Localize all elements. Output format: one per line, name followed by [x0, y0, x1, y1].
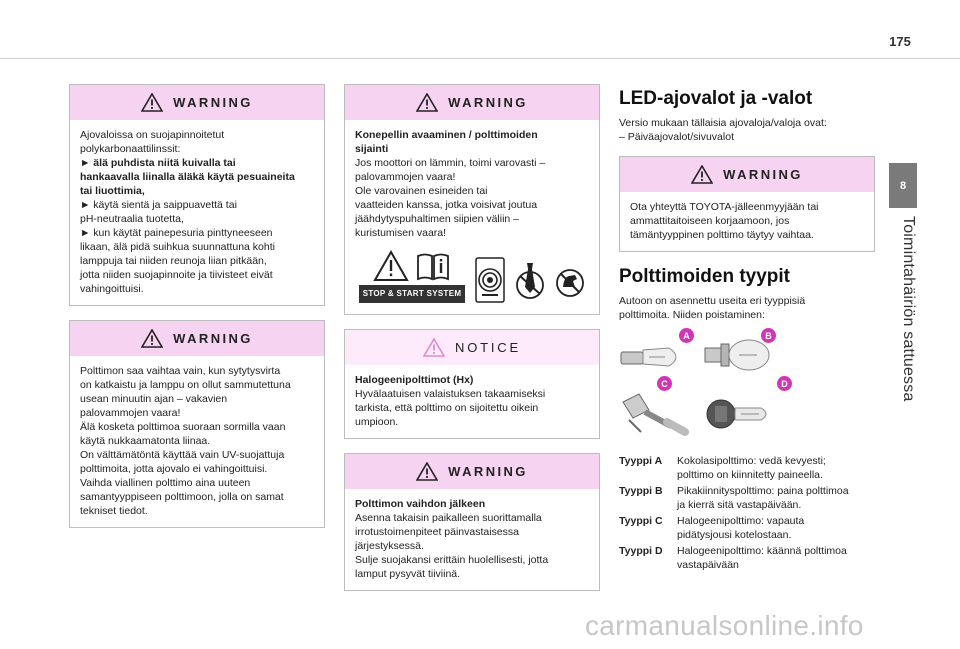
column-3 [619, 88, 875, 574]
subheading: Polttimon vaihdon jälkeen [355, 498, 486, 510]
warning-box-hood [344, 84, 600, 315]
led-section-title: LED-ajovalot ja -valot [619, 88, 813, 109]
text-line: ► käytä sientä ja saippuavettä tai [80, 199, 237, 211]
warning-header [620, 157, 874, 192]
hand-prohibited-icon [555, 257, 585, 303]
text-line: likaan, älä pidä suihkua suunnattuna kohti [80, 241, 275, 253]
text-line: pH-neutraalia tuotetta, [80, 213, 184, 225]
badge-a: A [679, 328, 694, 343]
warning-box-led [619, 156, 875, 252]
text-line: Versio mukaan tällaisia ajovaloja/valoja ovat: [619, 117, 827, 129]
warning-title: WARNING [173, 95, 253, 110]
warning-body [70, 120, 324, 305]
subheading: Halogeenipolttimot (Hx) [355, 374, 474, 386]
warning-header [345, 85, 599, 120]
bulb-type-key: Tyyppi D [619, 545, 663, 557]
text-line: Ole varovainen esineiden tai [355, 185, 488, 197]
text-line: On välttämätöntä käyttää vain UV-suojattuja [80, 449, 285, 461]
text-line: Ota yhteyttä TOYOTA-jälleenmyyjään tai [630, 201, 819, 213]
text-line: lamput pysyvät tiiviinä. [355, 568, 461, 580]
warning-title: WARNING [448, 95, 528, 110]
text-line: hankaavalla liinalla äläkä käytä pesuaineita [80, 171, 295, 183]
bulb-type-row [619, 514, 875, 542]
chapter-tab[interactable]: 8 [889, 163, 917, 208]
bulb-type-key: Tyyppi C [619, 515, 663, 527]
warning-body [345, 120, 599, 314]
text-line: irrotustoimenpiteet päinvastaisessa [355, 526, 520, 538]
text-line: polykarbonaattilinssit: [80, 143, 181, 155]
warning-header [70, 85, 324, 120]
bulb-type-description: Halogeenipolttimo: käännä polttimoa vastapäivään [677, 545, 847, 571]
warning-title: WARNING [173, 331, 253, 346]
text-line: Asenna takaisin paikalleen suorittamalla [355, 512, 542, 524]
text-line: lamppuja tai niiden reunoja liian pitkään, [80, 255, 267, 267]
bulb-type-description: Kokolasipolttimo: vedä kevyesti; polttimo on kiinnitetty paineella. [677, 455, 826, 481]
bulb-b-illustration [703, 336, 773, 374]
text-line: Autoon on asennettu useita eri tyyppisiä [619, 295, 806, 307]
text-line: Jos moottori on lämmin, toimi varovasti – [355, 157, 546, 169]
column-2 [344, 84, 600, 605]
warning-triangle-icon [141, 93, 163, 112]
text-line: umpioon. [355, 416, 399, 428]
text-line: tämäntyyppinen polttimo täytyy vaihtaa. [630, 229, 814, 241]
page-number: 175 [889, 34, 911, 49]
text-line: Vaihda viallinen polttimo aina uuteen [80, 477, 251, 489]
text-line: Sulje suojakansi erittäin huolellisesti, jotta [355, 554, 549, 566]
text-line: ammattitaitoiseen korjaamoon, jos [630, 215, 790, 227]
text-line: tarkista, että polttimo on sijoitettu oikein [355, 402, 539, 414]
chapter-title: Toimintahäiriön sattuessa [900, 216, 917, 402]
badge-b: B [761, 328, 776, 343]
warning-header [70, 321, 324, 356]
text-line: kuristumisen vaara! [355, 227, 447, 239]
bulb-types-intro [619, 294, 875, 322]
text-line: palovammojen vaara! [80, 407, 181, 419]
stop-start-pictogram [359, 250, 466, 303]
bulb-type-row [619, 454, 875, 482]
warning-triangle-icon [691, 165, 713, 184]
manual-book-icon [415, 250, 451, 282]
notice-body [345, 365, 599, 438]
bulb-type-row [619, 544, 875, 572]
bulb-type-description: Pikakiinnityspolttimo: paina polttimoa ja kierrä sitä vastapäivään. [677, 485, 849, 511]
text-line: usean minuutin ajan – vakavien [80, 393, 228, 405]
warning-body [620, 192, 874, 251]
bulb-type-key: Tyyppi A [619, 455, 663, 467]
warning-triangle-icon [416, 462, 438, 481]
bulb-c-illustration [619, 390, 691, 440]
text-line: tai liuottimia, [80, 185, 145, 197]
text-line: jotta niiden suojapinnoite ja tiivisteet eivät [80, 269, 273, 281]
column-1 [69, 84, 325, 542]
text-line: ► kun käytät painepesuria pinttyneeseen [80, 227, 273, 239]
warning-triangle-icon [416, 93, 438, 112]
text-line: polttimoita. Niiden poistaminen: [619, 309, 765, 321]
bulb-types-title: Polttimoiden tyypit [619, 266, 790, 287]
bulb-a-illustration [619, 340, 689, 374]
notice-box-halogen [344, 329, 600, 439]
notice-triangle-icon [423, 338, 445, 357]
text-line: järjestyksessä. [355, 540, 424, 552]
warning-header [345, 454, 599, 489]
subheading: Konepellin avaaminen / polttimoiden [355, 129, 538, 141]
text-line: Hyvälaatuisen valaistuksen takaamiseksi [355, 388, 546, 400]
text-line: vaatteiden kanssa, jotka voisivat joutua [355, 199, 538, 211]
subheading: sijainti [355, 143, 389, 155]
warning-box-after-change [344, 453, 600, 591]
bulb-type-key: Tyyppi B [619, 485, 663, 497]
hazard-pictograms [355, 250, 589, 303]
text-line: palovammojen vaara! [355, 171, 456, 183]
warning-body [70, 356, 324, 527]
bulb-figure [619, 330, 788, 442]
warning-body [345, 489, 599, 590]
text-line: on katkaistu ja lamppu on ollut sammutettuna [80, 379, 291, 391]
warning-box-coating [69, 84, 325, 306]
text-line: Ajovaloissa on suojapinnoitetut [80, 129, 225, 141]
text-line: tekniset tiedot. [80, 505, 148, 517]
warning-triangle-icon [141, 329, 163, 348]
bulb-type-row [619, 484, 875, 512]
warning-title: WARNING [448, 464, 528, 479]
notice-header [345, 330, 599, 365]
text-line: polttimoita, jotta ajovalo ei vahingoittuisi. [80, 463, 268, 475]
text-line: käytä nukkaamatonta liinaa. [80, 435, 211, 447]
warning-box-bulb-change [69, 320, 325, 528]
notice-title: NOTICE [455, 340, 521, 355]
text-line: Polttimon saa vaihtaa vain, kun sytytysvirta [80, 365, 281, 377]
text-line: – Päiväajovalot/sivuvalot [619, 131, 734, 143]
text-line: samantyyppiseen polttimoon, jolla on samat [80, 491, 284, 503]
led-section-text [619, 116, 875, 144]
text-line: jäähdytyspuhaltimen siipien väliin – [355, 213, 520, 225]
badge-c: C [657, 376, 672, 391]
bulb-type-description: Halogeenipolttimo: vapauta pidätysjousi kotelostaan. [677, 515, 805, 541]
stop-start-label: STOP & START SYSTEM [359, 285, 466, 303]
top-divider [0, 58, 960, 59]
fan-spiral-icon [475, 257, 505, 303]
badge-d: D [777, 376, 792, 391]
text-line: Älä kosketa polttimoa suoraan sormilla vaan [80, 421, 286, 433]
tie-prohibited-icon [515, 257, 545, 303]
watermark: carmanualsonline.info [585, 610, 864, 641]
bulb-types-list [619, 454, 875, 572]
warning-title: WARNING [723, 167, 803, 182]
text-line: ► älä puhdista niitä kuivalla tai [80, 157, 236, 169]
bulb-d-illustration [703, 390, 775, 440]
caution-triangle-icon [373, 250, 409, 282]
text-line: vahingoittuisi. [80, 283, 144, 295]
